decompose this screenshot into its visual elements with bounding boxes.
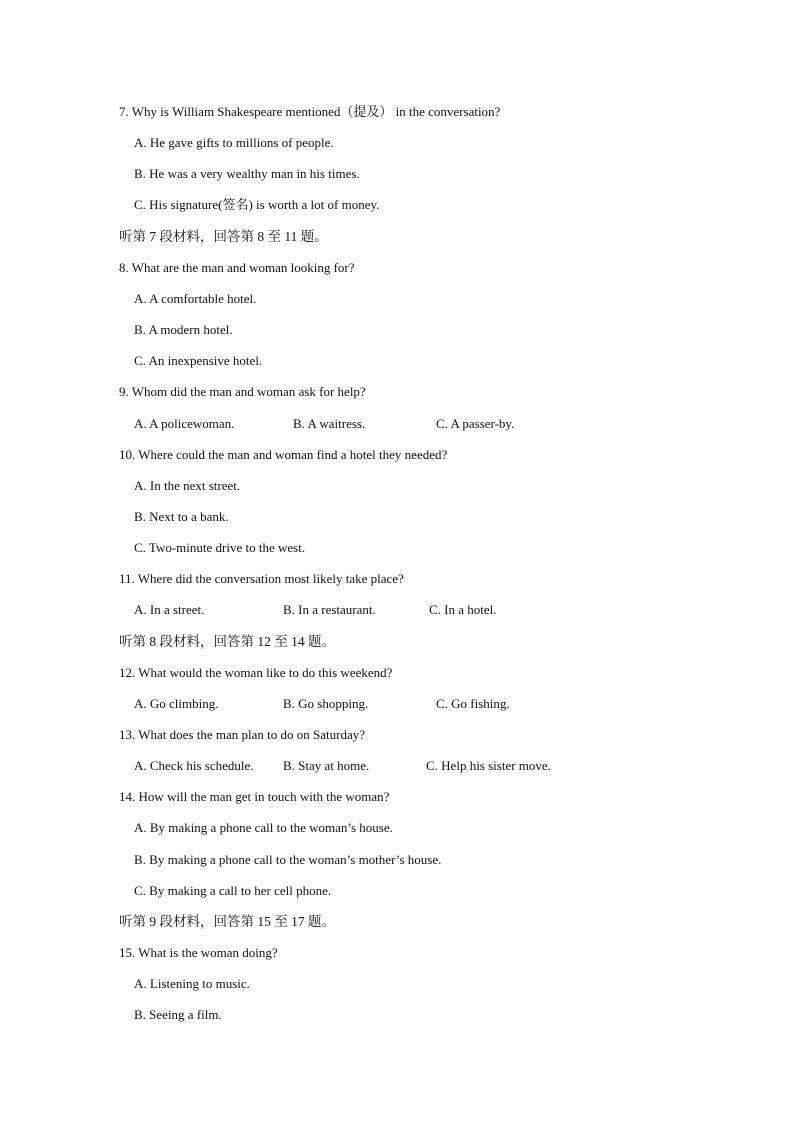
- answer-option: C. In a hotel.: [429, 602, 497, 617]
- answer-option: C. Go fishing.: [436, 696, 510, 711]
- question-text: 11. Where did the conversation most likely take place?: [119, 571, 404, 586]
- answer-option: C. An inexpensive hotel.: [134, 353, 263, 368]
- answer-option: C. Help his sister move.: [426, 758, 551, 773]
- answer-option: B. Next to a bank.: [134, 509, 229, 524]
- answer-option: A. In a street.: [134, 602, 205, 617]
- answer-option: A. He gave gifts to millions of people.: [134, 135, 334, 150]
- answer-option: A. In the next street.: [134, 478, 241, 493]
- section-instruction: 听第 8 段材料，回答第 12 至 14 题。: [119, 634, 335, 649]
- question-text: 10. Where could the man and woman find a hotel they needed?: [119, 447, 448, 462]
- answer-option: C. Two-minute drive to the west.: [134, 540, 306, 555]
- answer-option: B. A waitress.: [293, 416, 366, 431]
- question-text: 14. How will the man get in touch with the woman?: [119, 789, 390, 804]
- answer-option: B. Stay at home.: [283, 758, 370, 773]
- section-instruction: 听第 7 段材料，回答第 8 至 11 题。: [119, 229, 328, 244]
- answer-option: B. Seeing a film.: [134, 1007, 222, 1022]
- question-text: 7. Why is William Shakespeare mentioned（提及） in the conversation?: [119, 104, 501, 119]
- question-text: 13. What does the man plan to do on Saturday?: [119, 727, 365, 742]
- answer-option: C. His signature(签名) is worth a lot of money.: [134, 197, 380, 212]
- answer-option: A. By making a phone call to the woman’s house.: [134, 820, 393, 835]
- question-text: 8. What are the man and woman looking for?: [119, 260, 355, 275]
- answer-option: B. Go shopping.: [283, 696, 369, 711]
- answer-option: A. Listening to music.: [134, 976, 250, 991]
- answer-option: A. A policewoman.: [134, 416, 235, 431]
- answer-option: A. Go climbing.: [134, 696, 219, 711]
- answer-option: A. Check his schedule.: [134, 758, 254, 773]
- answer-option: C. By making a call to her cell phone.: [134, 883, 332, 898]
- answer-option: B. In a restaurant.: [283, 602, 376, 617]
- question-text: 9. Whom did the man and woman ask for help?: [119, 384, 366, 399]
- answer-option: C. A passer-by.: [436, 416, 515, 431]
- answer-option: A. A comfortable hotel.: [134, 291, 257, 306]
- answer-option: B. He was a very wealthy man in his times.: [134, 166, 360, 181]
- answer-option: B. By making a phone call to the woman’s mother’s house.: [134, 852, 442, 867]
- question-text: 15. What is the woman doing?: [119, 945, 278, 960]
- answer-option: B. A modern hotel.: [134, 322, 233, 337]
- question-text: 12. What would the woman like to do this weekend?: [119, 665, 393, 680]
- section-instruction: 听第 9 段材料，回答第 15 至 17 题。: [119, 914, 335, 929]
